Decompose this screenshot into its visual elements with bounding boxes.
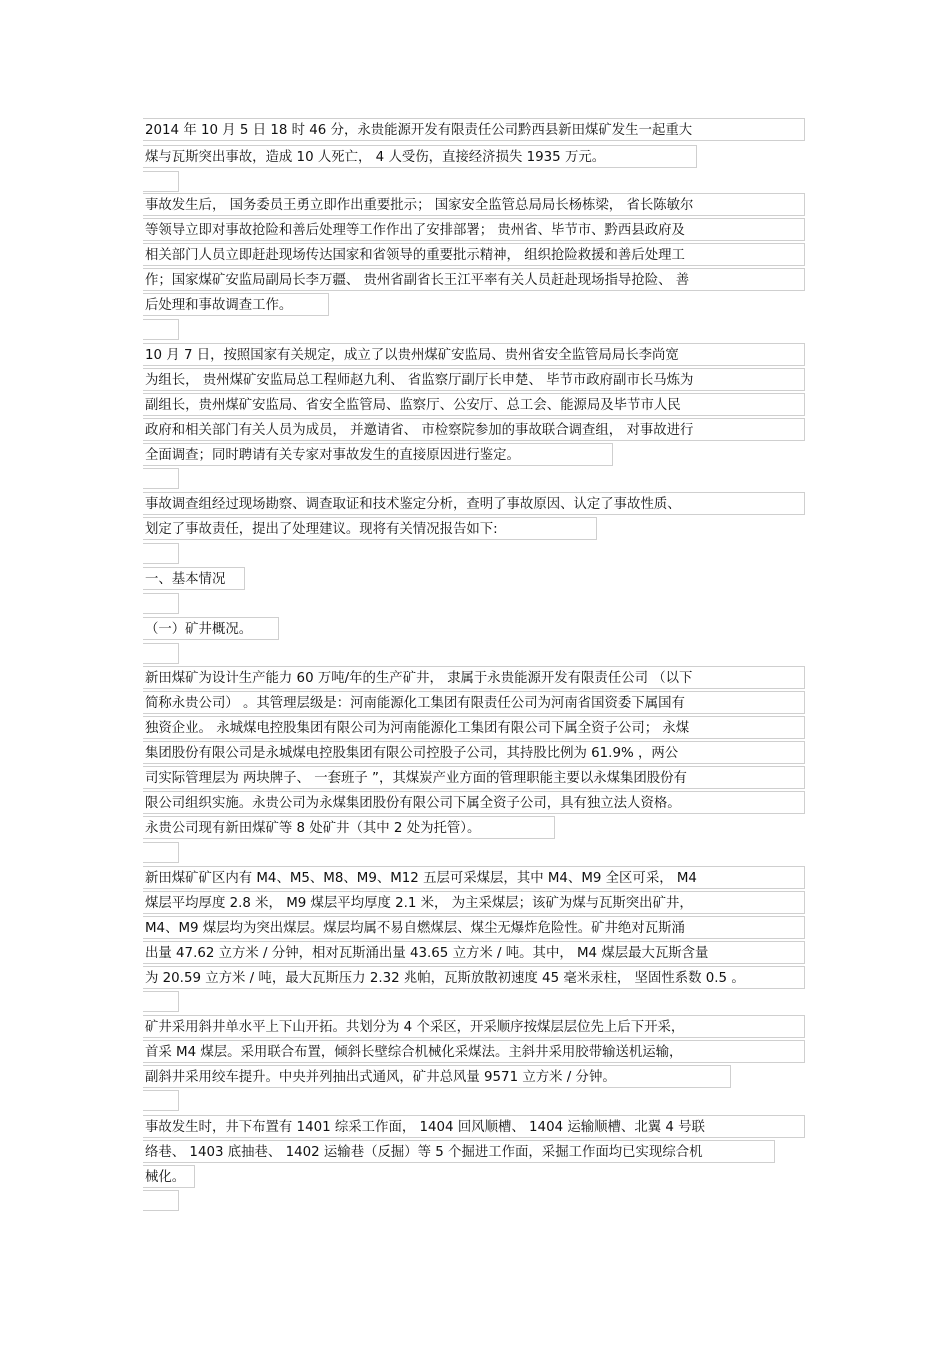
subsection-heading: （一）矿井概况。: [143, 617, 279, 640]
text-line: 络巷、 1403 底抽巷、 1402 运输巷（反掘）等 5 个掘进工作面，采掘工作面均已实现综合机: [143, 1140, 775, 1163]
blank-line: [143, 991, 179, 1012]
text-line: 械化。: [143, 1165, 195, 1188]
text-line: 独资企业。 永城煤电控股集团有限公司为河南能源化工集团有限公司下属全资子公司； 永煤: [143, 716, 805, 739]
text-line: 新田煤矿为设计生产能力 60 万吨/年的生产矿井， 隶属于永贵能源开发有限责任公司 （以下: [143, 666, 805, 689]
blank-line: [143, 468, 179, 489]
blank-line: [143, 171, 179, 192]
blank-line: [143, 842, 179, 863]
text-line: 副斜井采用绞车提升。中央并列抽出式通风，矿井总风量 9571 立方米 / 分钟。: [143, 1065, 731, 1088]
text-line: 矿井采用斜井单水平上下山开拓。共划分为 4 个采区，开采顺序按煤层层位先上后下开采，: [143, 1015, 805, 1038]
text-line: 出量 47.62 立方米 / 分钟，相对瓦斯涌出量 43.65 立方米 / 吨。其中， M4 煤层最大瓦斯含量: [143, 941, 805, 964]
section-heading: 一、基本情况: [143, 567, 245, 590]
text-line: 集团股份有限公司是永城煤电控股集团有限公司控股子公司，其持股比例为 61.9% ，两公: [143, 741, 805, 764]
text-line: 为组长， 贵州煤矿安监局总工程师赵九利、 省监察厅副厅长申楚、 毕节市政府副市长马炼为: [143, 368, 805, 391]
text-line: 2014 年 10 月 5 日 18 时 46 分，永贵能源开发有限责任公司黔西县新田煤矿发生一起重大: [143, 118, 805, 141]
text-line: 首采 M4 煤层。采用联合布置，倾斜长壁综合机械化采煤法。主斜井采用胶带输送机运输，: [143, 1040, 805, 1063]
text-line: 等领导立即对事故抢险和善后处理等工作作出了安排部署； 贵州省、毕节市、黔西县政府及: [143, 218, 805, 241]
blank-line: [143, 319, 179, 340]
text-line: M4、M9 煤层均为突出煤层。煤层均属不易自燃煤层、煤尘无爆炸危险性。矿井绝对瓦斯涌: [143, 916, 805, 939]
text-line: 永贵公司现有新田煤矿等 8 处矿井（其中 2 处为托管）。: [143, 816, 555, 839]
text-line: 新田煤矿矿区内有 M4、M5、M8、M9、M12 五层可采煤层，其中 M4、M9 全区可采， M4: [143, 866, 805, 889]
text-line: 事故发生时，井下布置有 1401 综采工作面， 1404 回风顺槽、 1404 运输顺槽、北翼 4 号联: [143, 1115, 805, 1138]
text-line: 煤层平均厚度 2.8 米， M9 煤层平均厚度 2.1 米， 为主采煤层；该矿为煤与瓦斯突出矿井，: [143, 891, 805, 914]
text-line: 事故调查组经过现场勘察、调查取证和技术鉴定分析，查明了事故原因、认定了事故性质、: [143, 492, 805, 515]
blank-line: [143, 1190, 179, 1211]
text-line: 为 20.59 立方米 / 吨，最大瓦斯压力 2.32 兆帕，瓦斯放散初速度 45 毫米汞柱， 坚固性系数 0.5 。: [143, 966, 805, 989]
text-line: 限公司组织实施。永贵公司为永煤集团股份有限公司下属全资子公司，具有独立法人资格。: [143, 791, 805, 814]
text-line: 相关部门人员立即赶赴现场传达国家和省领导的重要批示精神， 组织抢险救援和善后处理工: [143, 243, 805, 266]
text-line: 全面调查；同时聘请有关专家对事故发生的直接原因进行鉴定。: [143, 443, 613, 466]
text-line: 10 月 7 日，按照国家有关规定，成立了以贵州煤矿安监局、贵州省安全监管局局长李尚宽: [143, 343, 805, 366]
text-line: 作；国家煤矿安监局副局长李万疆、 贵州省副省长王江平率有关人员赶赴现场指导抢险、 善: [143, 268, 805, 291]
blank-line: [143, 1090, 179, 1111]
text-line: 司实际管理层为 两块牌子、 一套班子 ”，其煤炭产业方面的管理职能主要以永煤集团股份有: [143, 766, 805, 789]
text-line: 简称永贵公司） 。其管理层级是：河南能源化工集团有限责任公司为河南省国资委下属国有: [143, 691, 805, 714]
text-line: 煤与瓦斯突出事故，造成 10 人死亡， 4 人受伤，直接经济损失 1935 万元。: [143, 145, 697, 168]
blank-line: [143, 543, 179, 564]
text-line: 后处理和事故调查工作。: [143, 293, 329, 316]
text-line: 划定了事故责任，提出了处理建议。现将有关情况报告如下:: [143, 517, 597, 540]
text-line: 副组长，贵州煤矿安监局、省安全监管局、监察厅、公安厅、总工会、能源局及毕节市人民: [143, 393, 805, 416]
blank-line: [143, 643, 179, 664]
blank-line: [143, 593, 179, 614]
text-line: 事故发生后， 国务委员王勇立即作出重要批示； 国家安全监管总局局长杨栋梁， 省长陈敏尔: [143, 193, 805, 216]
text-line: 政府和相关部门有关人员为成员， 并邀请省、 市检察院参加的事故联合调查组， 对事故进行: [143, 418, 805, 441]
